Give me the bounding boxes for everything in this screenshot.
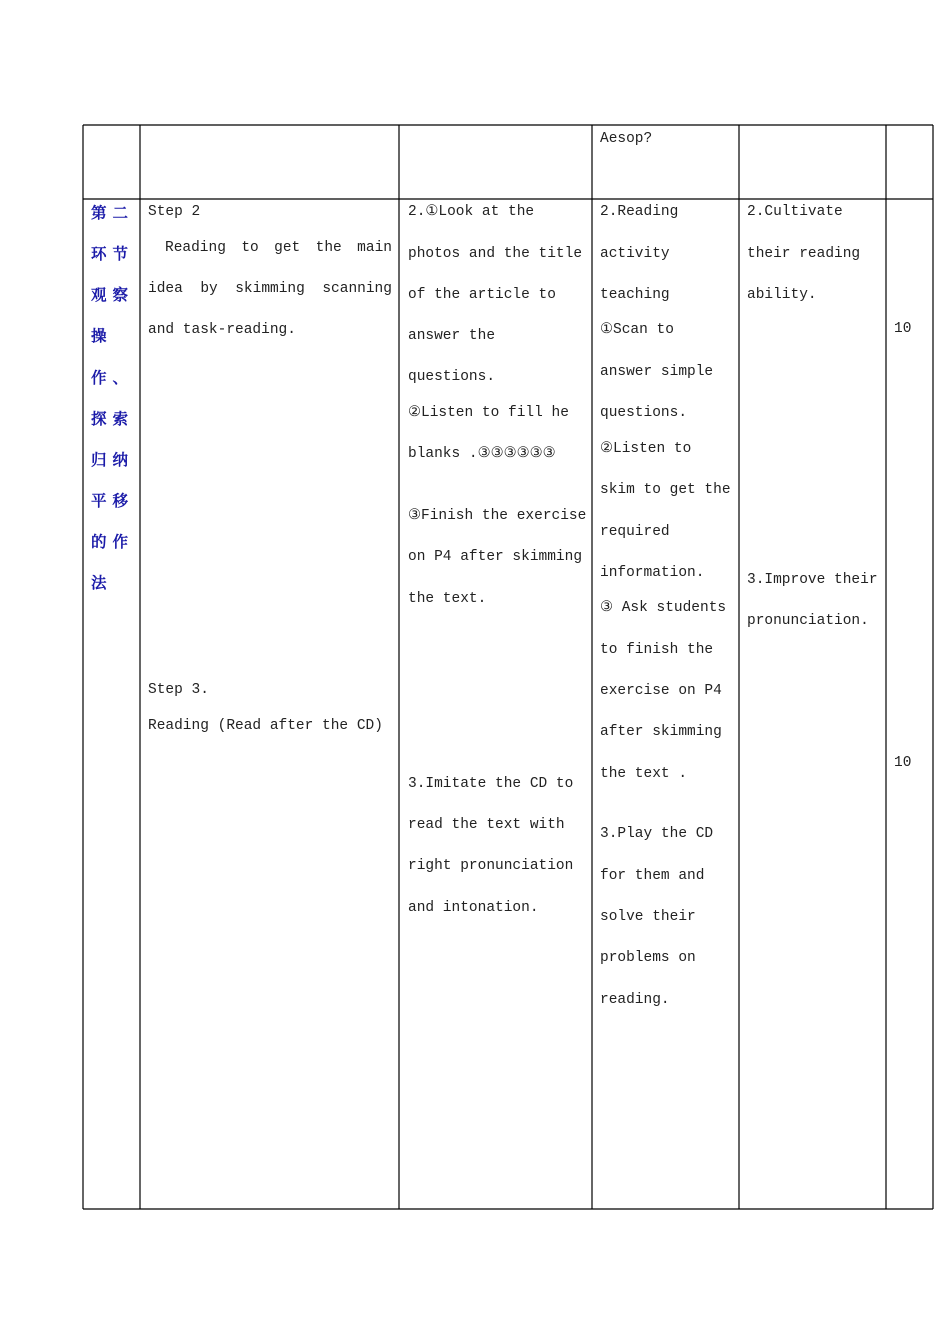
col3-line: the text. [408, 591, 487, 607]
col4-line: the text . [600, 766, 688, 782]
step3-subtitle: Reading (Read after the CD) [148, 718, 383, 734]
stage-label-line: 第二 [91, 204, 135, 222]
col4-line: reading. [600, 992, 670, 1008]
stage-label-line: 法 [91, 574, 113, 592]
word: main [357, 240, 392, 256]
stage-label-line: 平移 [91, 492, 135, 510]
col3-line: answer the [408, 328, 496, 344]
word: idea [148, 281, 183, 297]
col3-line: ②Listen to fill he [408, 405, 569, 421]
col5-line: their reading [747, 246, 861, 262]
stage-label-line: 操 [91, 327, 113, 345]
col5-line: ability. [747, 287, 817, 303]
col3-line: ③Finish the exercise [408, 508, 587, 524]
col4-line: 2.Reading [600, 204, 679, 220]
stage-label-line: 观察 [91, 286, 135, 304]
step2-line: and task-reading. [148, 322, 296, 338]
col3-line: blanks .③③③③③③ [408, 446, 556, 462]
col5-line: 3.Improve their [747, 572, 878, 588]
col4-line: questions. [600, 405, 688, 421]
word: Reading [165, 240, 226, 256]
word: scanning [322, 281, 392, 297]
stage-label-line: 探索 [91, 410, 135, 428]
col4-line: 3.Play the CD [600, 826, 714, 842]
word: the [315, 240, 342, 256]
col4-line: for them and [600, 868, 705, 884]
word: by [200, 281, 218, 297]
col3-line: right pronunciation [408, 858, 574, 874]
word: to [241, 240, 259, 256]
col4-line: ③ Ask students [600, 600, 727, 616]
col4-line: to finish the [600, 642, 714, 658]
col5-line: 2.Cultivate [747, 204, 843, 220]
stage-label-line: 作、 [91, 369, 135, 387]
col4-line: ①Scan to [600, 322, 674, 338]
col4-line: skim to get the [600, 482, 731, 498]
time-value: 10 [894, 755, 912, 771]
col3-line: 2.①Look at the [408, 204, 535, 220]
col3-line: questions. [408, 369, 496, 385]
step2-line [148, 280, 392, 298]
col3-line: and intonation. [408, 900, 539, 916]
col4-line: answer simple [600, 364, 714, 380]
stage-label-line: 的作 [91, 533, 135, 551]
stage-label-line: 环节 [91, 245, 135, 263]
col4-line: teaching [600, 287, 670, 303]
col4-line: activity [600, 246, 670, 262]
step2-line [165, 239, 392, 257]
col4-line: after skimming [600, 724, 722, 740]
col3-line: on P4 after skimming [408, 549, 583, 565]
top-row-cell-text: Aesop? [600, 131, 653, 147]
col4-line: information. [600, 565, 705, 581]
col4-line: solve their [600, 909, 696, 925]
time-value: 10 [894, 321, 912, 337]
col4-line: exercise on P4 [600, 683, 722, 699]
col3-line: of the article to [408, 287, 556, 303]
col4-line: required [600, 524, 670, 540]
col5-line: pronunciation. [747, 613, 869, 629]
col3-line: read the text with [408, 817, 565, 833]
word: get [274, 240, 301, 256]
col3-line: 3.Imitate the CD to [408, 776, 574, 792]
step2-title: Step 2 [148, 204, 201, 220]
word: skimming [235, 281, 305, 297]
col4-line: ②Listen to [600, 441, 692, 457]
step3-title: Step 3. [148, 682, 209, 698]
col3-line: photos and the title [408, 246, 583, 262]
stage-label-line: 归纳 [91, 451, 135, 469]
col4-line: problems on [600, 950, 696, 966]
